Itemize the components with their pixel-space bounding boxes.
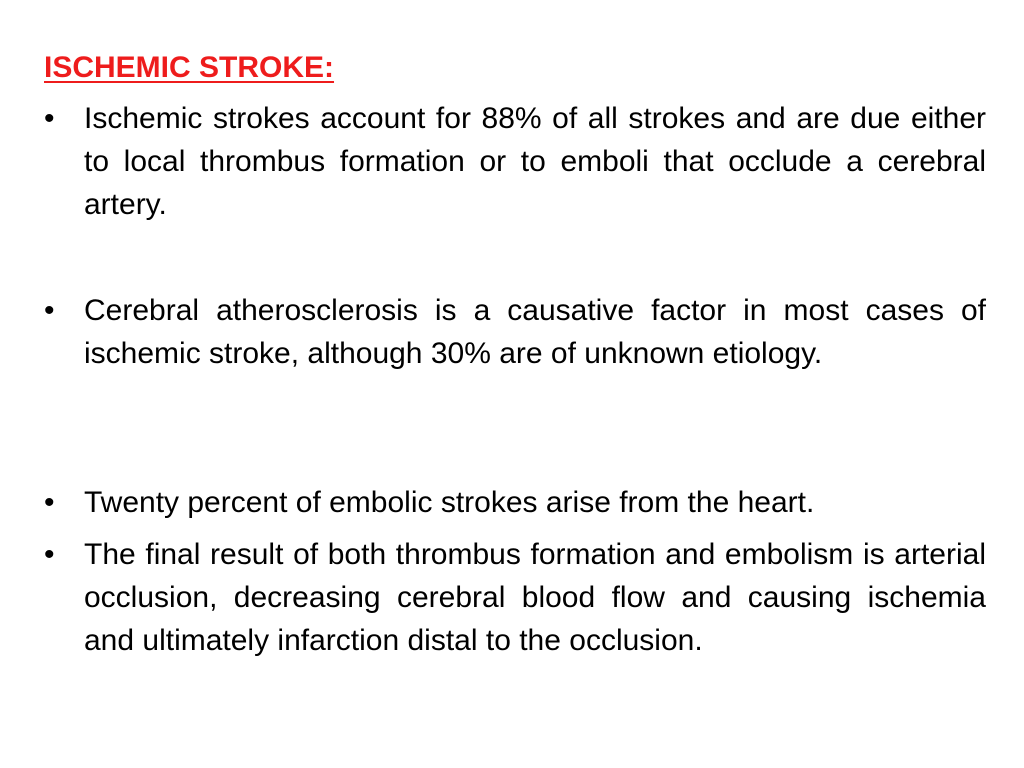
bullet-dot-icon: •	[44, 102, 55, 135]
bullet-text: Twenty percent of embolic strokes arise from the heart.	[84, 486, 815, 519]
bullet-item	[44, 289, 986, 375]
bullet-dot-icon: •	[44, 486, 55, 519]
bullet-item	[44, 533, 986, 662]
bullet-dot-icon: •	[44, 538, 55, 571]
slide-heading: ISCHEMIC STROKE:	[44, 51, 335, 84]
bullet-item	[44, 481, 986, 524]
bullet-text: The final result of both thrombus formation and embolism is arterial occlusion, decreasing cerebral blood flow and causing ischemia and ultimately infarction distal to the occlusion.	[84, 538, 986, 657]
bullet-text: Cerebral atherosclerosis is a causative factor in most cases of ischemic stroke, although 30% are of unknown etiology.	[84, 294, 986, 370]
bullet-text: Ischemic strokes account for 88% of all strokes and are due either to local thrombus formation or to emboli that occlude a cerebral artery.	[84, 102, 986, 221]
bullet-dot-icon: •	[44, 294, 55, 327]
bullet-item	[44, 97, 986, 226]
